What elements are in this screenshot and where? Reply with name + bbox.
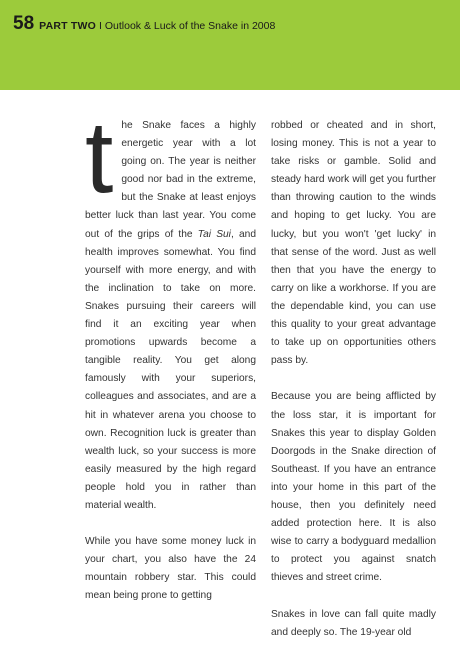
running-header	[13, 13, 275, 35]
left-column	[85, 100, 256, 606]
page-header-band	[0, 0, 460, 90]
robbery-paragraph: robbed or cheated and in short, losing money. This is not a year to take risks or gamble. Solid and steady hard work will get you further than throwing caution to the winds and hoping to get lucky. You are lucky, but you won't 'get lucky' in that sense of the word. Just as well then that you have the energy to carry on like a workhorse. If you are the dependable kind, you can use this quality to your great advantage to take up on opportunities others pass by.	[271, 120, 436, 367]
page-number: 58	[13, 13, 35, 34]
right-column	[271, 117, 436, 642]
tai-sui-term: Tai Sui	[197, 228, 231, 240]
paragraph-gap	[271, 587, 436, 605]
part-label: PART TWO	[39, 20, 96, 32]
money-luck-paragraph: While you have some money luck in your chart, you also have the 24 mountain robbery star. This could mean being prone to getting	[85, 536, 256, 602]
intro-text-b: , and health improves somewhat. You find yourself with more energy, and with the inclination to take on more. Snakes pursuing their careers will find it an exciting year when promotions upwards become a tangible reality. You get along famously with your superiors, colleagues and associates, and are a hit in whatever arena you choose to own. Recognition luck is greater than wealth luck, so your success is more easily measured by the high regard people hold you in rather than material wealth.	[85, 228, 256, 511]
intro-paragraph	[85, 100, 256, 515]
love-paragraph: Snakes in love can fall quite madly and deeply so. The 19-year old	[271, 608, 436, 638]
intro-text-a: he Snake faces a highly energetic year with a lot going on. The year is neither good nor bad in the extreme, but the Snake at least enjoys better luck than last year. You come out of the grips of the	[85, 120, 256, 240]
paragraph-gap	[85, 515, 256, 533]
loss-star-paragraph: Because you are being afflicted by the loss star, it is important for Snakes this year to display Golden Doorgods in the Snake direction of Southeast. If you have an entrance into your home in this part of the house, then you definitely need added protection here. It is also wise to carry a bodyguard medallion to protect you against snatch thieves and street crime.	[271, 391, 436, 584]
chapter-subtitle: Outlook & Luck of the Snake in 2008	[104, 20, 276, 32]
paragraph-gap	[271, 370, 436, 388]
drop-cap: t	[85, 100, 114, 214]
header-separator: I	[98, 20, 102, 32]
